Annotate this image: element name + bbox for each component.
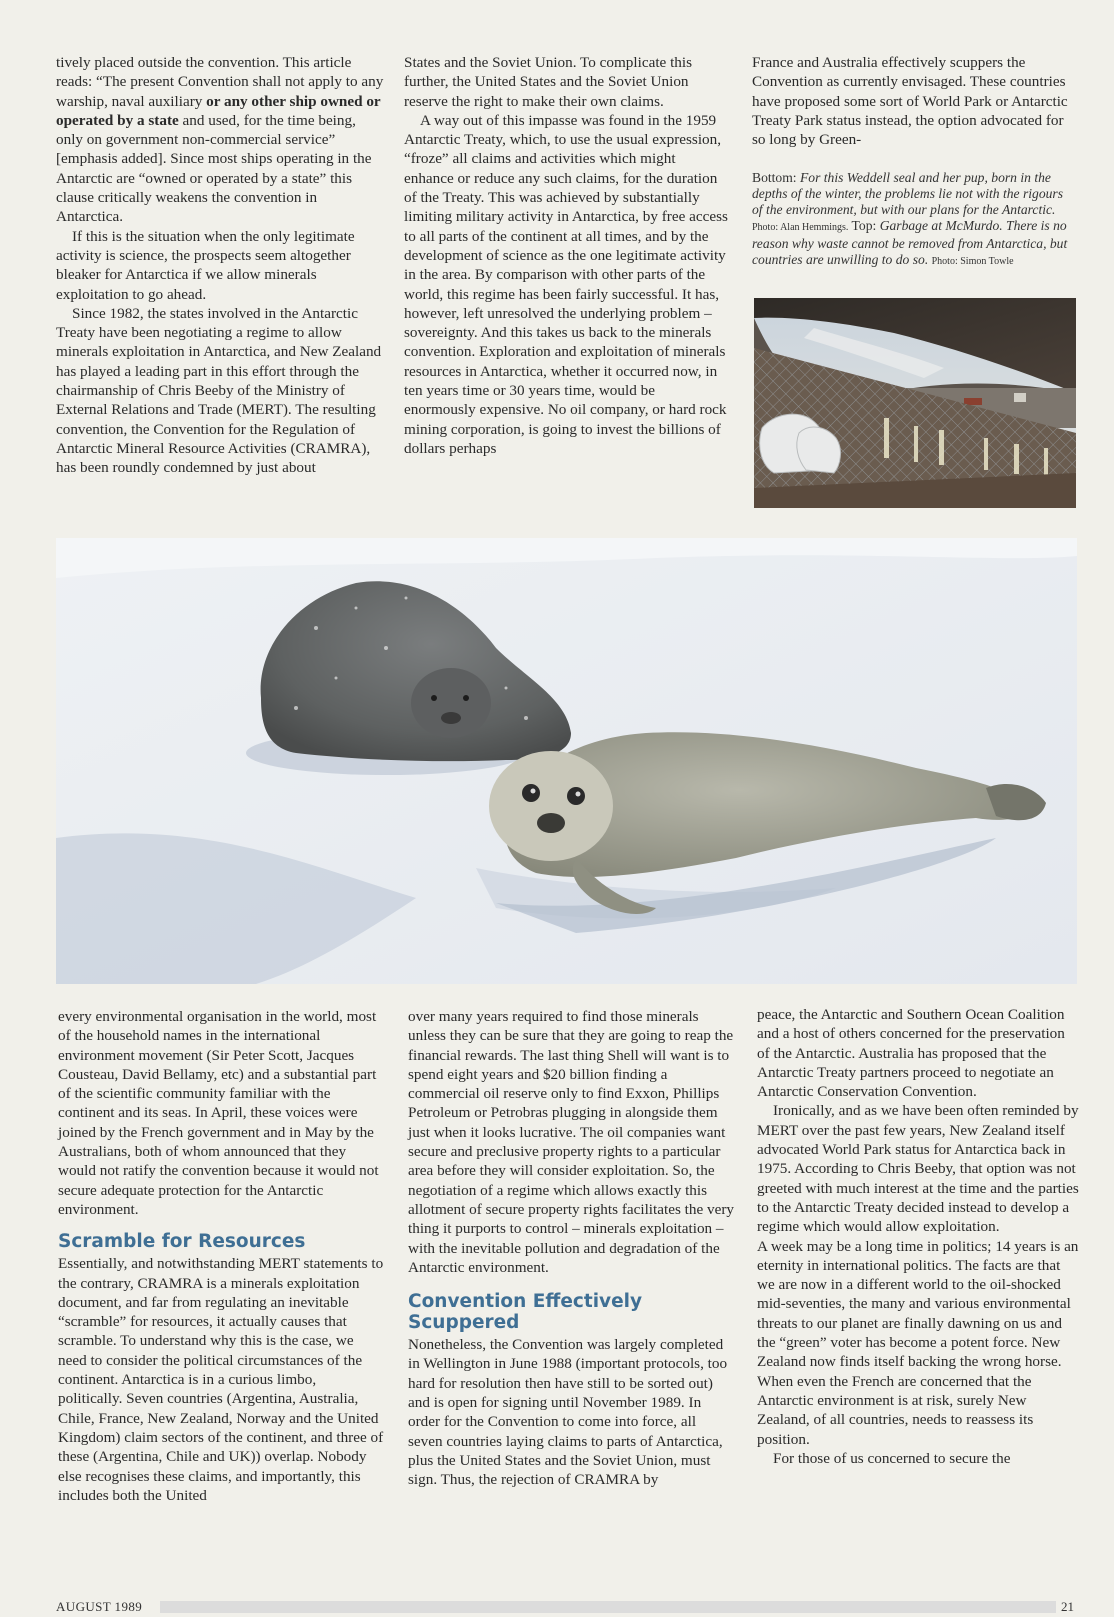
paragraph: every environmental organisation in the world, most of the household names in the international environment movement (Sir Peter Scott, Jacques Cousteau, David Bellamy, etc) and a substantial part of the scientific community familiar with the continent and its seas. In April, these voices were joined by the French government and in May by the Australians, both of whom announced that they would not ratify the convention because it would not secure adequate protection for the Antarctic environment. xyxy=(58,1008,379,1218)
photo-credit: Photo: Simon Towle xyxy=(931,255,1014,267)
paragraph: peace, the Antarctic and Southern Ocean Coalition and a host of others concerned for the preservation of the Antarctic. Australia has proposed that the Antarctic Treaty partners proceed to negotiate an Antarctic Conservation Convention. xyxy=(757,1006,1065,1101)
mcmurdo-garbage-photo xyxy=(754,298,1076,508)
top-column-3 xyxy=(752,53,1074,149)
paragraph: tively placed outside the convention. This article reads: “The present Convention shall not apply to any warship, naval auxiliary or any other ship owned or operated by a state and used, for the time being, only on government non-commercial service” [emphasis added]. Since most ships operating in the Antarctic are “owned or operated by a state” this clause critically weakens the convention in Antarctica. xyxy=(56,54,384,226)
weddell-seal-photo xyxy=(56,538,1077,984)
paragraph: For those of us concerned to secure the xyxy=(773,1449,1011,1467)
paragraph: A way out of this impasse was found in the 1959 Antarctic Treaty, which, to use the usual expression, “froze” all claims and activities which might enhance or reduce any such claims, for the duration of the Treaty. This was achieved by substantially limiting military activity in Antarctica, by free access to all parts of the continent at all times, and by the development of science as the one legitimate activity in the area. By comparison with other parts of the world, this regime has been fairly successful. It has, however, left unresolved the underlying problem – sovereignty. And this takes us back to the minerals convention. Exploration and exploitation of minerals resources in Antarctica, whether it occurred now, in ten years time or 30 years time, would be enormously expensive. No oil company, or hard rock mining corporation, is going to invest the billions of dollars perhaps xyxy=(404,111,728,457)
footer-rule xyxy=(160,1601,1056,1613)
paragraph: France and Australia effectively scuppers the Convention as currently envisaged. These countries have proposed some sort of World Park or Antarctic Treaty Park status instead, the option advocated for so long by Green- xyxy=(752,54,1068,149)
paragraph: A week may be a long time in politics; 14 years is an eternity in international politics. The facts are that we are now in a different world to the oil-shocked mid-seventies, the many and various environmental threats to our planet are finally dawning on us and the “green” voter has become a potent force. New Zealand now finds itself backing the wrong horse. When even the French are concerned that the Antarctic environment is at risk, surely New Zealand, of all countries, needs to reassess its position. xyxy=(757,1237,1079,1448)
issue-date: AUGUST 1989 xyxy=(56,1599,143,1614)
photo-credit: Photo: Alan Hemmings. xyxy=(752,221,849,233)
emphasis-text: or any other ship owned or operated by a state xyxy=(56,92,381,129)
paragraph: If this is the situation when the only legitimate activity is science, the prospects seem altogether bleaker for Antarctica if we allow minerals exploitation to go ahead. xyxy=(56,227,355,303)
section-heading: Convention Effectively Scuppered xyxy=(408,1291,643,1334)
top-column-2 xyxy=(404,53,729,458)
paragraph: Ironically, and as we have been often reminded by MERT over the past few years, New Zealand itself advocated World Park status for Antarctica back in 1975. According to Chris Beeby, that option was not greeted with much interest at the time and the parties to the Antarctic Treaty decided instead to develop a regime which would allow exploitation. xyxy=(757,1102,1079,1236)
garbage-fence-image xyxy=(754,298,1076,508)
paragraph: over many years required to find those minerals unless they can be sure that they are going to reap the financial rewards. The last thing Shell will want is to spend eight years and $20 billion finding a commercial oil reserve only to find Exxon, Phillips Petroleum or Petrobras plugging in alongside them just when it looks lucrative. The oil companies want secure and preclusive property rights to a particular area before they will consider exploitation. So, the negotiation of a regime which allows exactly this allotment of secure property rights facilitates the very thing it purports to control – minerals exploitation – with the inevitable pollution and degradation of the Antarctic environment. xyxy=(408,1008,734,1276)
paragraph: Since 1982, the states involved in the Antarctic Treaty have been negotiating a regime to allow minerals exploitation in Antarctica, and New Zealand has played a leading part in this effort through the chairmanship of Chris Beeby of the Ministry of External Relations and Trade (MERT). The resulting convention, the Convention for the Regulation of Antarctic Mineral Resource Activities (CRAMRA), has been roundly condemned by just about xyxy=(56,304,382,477)
bottom-column-1 xyxy=(58,1007,384,1505)
page-number: 21 xyxy=(1061,1599,1074,1614)
bottom-column-3 xyxy=(757,1005,1079,1468)
paragraph: Essentially, and notwithstanding MERT statements to the contrary, CRAMRA is a minerals exploitation document, and far from regulating an inevitable “scramble” for resources, it actually causes that scramble. To understand why this is the case, we need to consider the political circumstances of the continent. Antarctica is in a curious limbo, politically. Seven countries (Argentina, Australia, Chile, France, New Zealand, Norway and the United Kingdom) claim sectors of the continent, and three of these (Argentina, Chile and UK)) overlap. Nobody else recognises these claims, and importantly, this includes both the United xyxy=(58,1255,384,1504)
bottom-column-2 xyxy=(408,1007,734,1490)
paragraph: Nonetheless, the Convention was largely completed in Wellington in June 1988 (important protocols, too hard for resolution then have still to be sorted out) and is open for signing until November 1989. In order for the Convention to come into force, all seven countries laying claims to parts of Antarctica, plus the United States and the Soviet Union, must sign. Thus, the rejection of CRAMRA by xyxy=(408,1336,728,1489)
top-column-1 xyxy=(56,53,384,478)
photo-caption: Bottom: For this Weddell seal and her pup, born in the depths of the winter, the problems lie not with the rigours of the environment, but with our plans for the Antarctic. Photo: Alan Hemmings. Top: Garbage at McMurdo. There is no reason why waste cannot be removed from Antarctica, but countries are unwilling to do so. Photo: Simon Towle xyxy=(752,170,1068,267)
seal-and-pup-image xyxy=(56,538,1077,984)
section-heading: Scramble for Resources xyxy=(58,1231,306,1253)
paragraph: States and the Soviet Union. To complicate this further, the United States and the Soviet Union reserve the right to make their own claims. xyxy=(404,54,693,110)
